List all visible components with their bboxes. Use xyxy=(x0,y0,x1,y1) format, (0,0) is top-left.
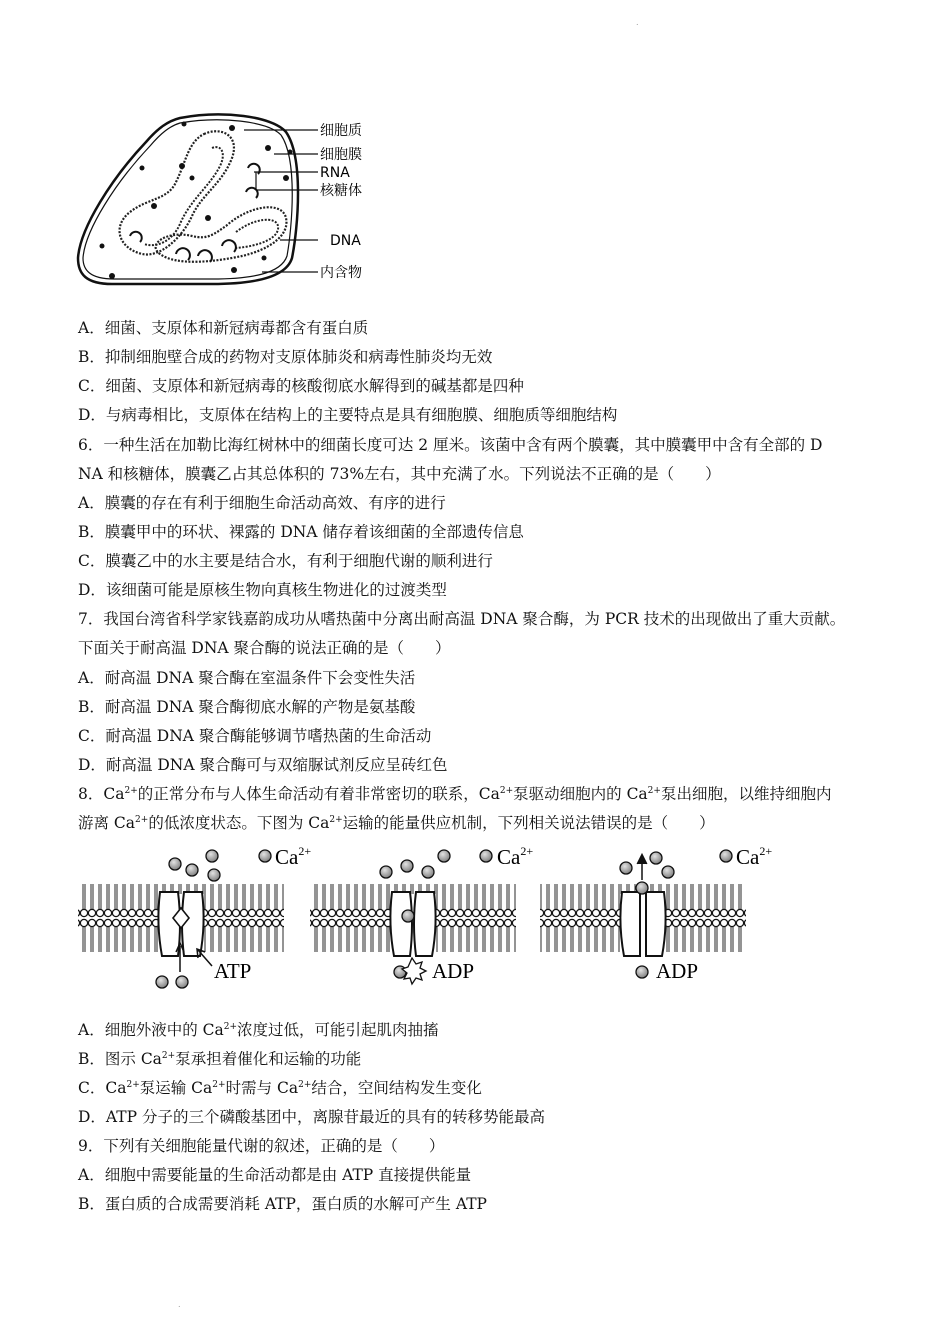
q8-stem-line-2: 游离 $Ca^{2+}$的低浓度状态。下图为 $Ca^{2+}$运输的能量供应机制，下列相关说法错误的是（ ） xyxy=(78,814,715,832)
q7-option-a: A．耐高温 DNA 聚合酶在室温条件下会变性失活 xyxy=(78,669,416,687)
label-rna: RNA xyxy=(320,165,350,181)
q9-option-b: B．蛋白质的合成需要消耗 ATP，蛋白质的水解可产生 ATP xyxy=(78,1195,487,1213)
q6-option-d: D．该细菌可能是原核生物向真核生物进化的过渡类型 xyxy=(78,581,447,599)
label-ribosome: 核糖体 xyxy=(320,183,362,199)
q9-stem: 9．下列有关细胞能量代谢的叙述，正确的是（ ） xyxy=(78,1137,445,1155)
q8-option-d: D．ATP 分子的三个磷酸基团中，离腺苷最近的具有的转移势能最高 xyxy=(78,1108,545,1126)
q7-option-d: D．耐高温 DNA 聚合酶可与双缩脲试剂反应呈砖红色 xyxy=(78,756,448,774)
ca-ion-legend-2: $Ca^{2+}$ xyxy=(497,844,534,869)
q6-stem-line-2: NA 和核糖体，膜囊乙占其总体积的 73%左右，其中充满了水。下列说法不正确的是（ ） xyxy=(78,465,721,483)
q7-stem-line-2: 下面关于耐高温 DNA 聚合酶的说法正确的是（ ） xyxy=(78,639,451,657)
label-inclusion: 内含物 xyxy=(320,265,362,281)
q6-option-a: A．膜囊的存在有利于细胞生命活动高效、有序的进行 xyxy=(78,494,446,512)
atp-label: ATP xyxy=(214,959,252,983)
q8-option-b: B．图示 $Ca^{2+}$泵承担着催化和运输的功能 xyxy=(78,1050,362,1068)
q8-option-a: A．细胞外液中的 $Ca^{2+}$浓度过低，可能引起肌肉抽搐 xyxy=(78,1021,439,1039)
q7-option-b: B．耐高温 DNA 聚合酶彻底水解的产物是氨基酸 xyxy=(78,698,416,716)
adp-label-1: ADP xyxy=(432,959,475,983)
q6-option-b: B．膜囊甲中的环状、裸露的 DNA 储存着该细菌的全部遗传信息 xyxy=(78,523,524,541)
speck: . xyxy=(636,18,639,27)
ca-ion-legend-1: $Ca^{2+}$ xyxy=(275,844,312,869)
label-cytoplasm: 细胞质 xyxy=(320,123,362,139)
q6-stem-line-1: 6．一种生活在加勒比海红树林中的细菌长度可达 2 厘米。该菌中含有两个膜囊，其中膜囊甲中含有全部的 D xyxy=(78,436,823,454)
q7-stem-line-1: 7．我国台湾省科学家钱嘉韵成功从嗜热菌中分离出耐高温 DNA 聚合酶，为 PCR 技术的出现做出了重大贡献。 xyxy=(78,610,846,628)
q7-option-c: C．耐高温 DNA 聚合酶能够调节嗜热菌的生命活动 xyxy=(78,727,432,745)
cell-structure-figure xyxy=(72,108,392,298)
q6-option-c: C．膜囊乙中的水主要是结合水，有利于细胞代谢的顺利进行 xyxy=(78,552,493,570)
speck: . xyxy=(178,1300,181,1309)
q5-option-a: A．细菌、支原体和新冠病毒都含有蛋白质 xyxy=(78,319,369,337)
q9-option-a: A．细胞中需要能量的生命活动都是由 ATP 直接提供能量 xyxy=(78,1166,472,1184)
calcium-pump-figure xyxy=(72,842,792,994)
q5-option-b: B．抑制细胞壁合成的药物对支原体肺炎和病毒性肺炎均无效 xyxy=(78,348,493,366)
ca-ion-legend-3: $Ca^{2+}$ xyxy=(736,844,773,869)
label-dna: DNA xyxy=(330,233,361,249)
q8-stem-line-1: 8．$Ca^{2+}$的正常分布与人体生命活动有着非常密切的联系，$Ca^{2+}$泵驱动细胞内的 $Ca^{2+}$泵出细胞，以维持细胞内 xyxy=(78,785,832,803)
adp-label-2: ADP xyxy=(656,959,699,983)
q5-option-d: D．与病毒相比，支原体在结构上的主要特点是具有细胞膜、细胞质等细胞结构 xyxy=(78,406,618,424)
q5-option-c: C．细菌、支原体和新冠病毒的核酸彻底水解得到的碱基都是四种 xyxy=(78,377,524,395)
label-cell-membrane: 细胞膜 xyxy=(320,147,362,163)
q8-option-c: C．$Ca^{2+}$泵运输 $Ca^{2+}$时需与 $Ca^{2+}$结合，空间结构发生变化 xyxy=(78,1079,482,1097)
